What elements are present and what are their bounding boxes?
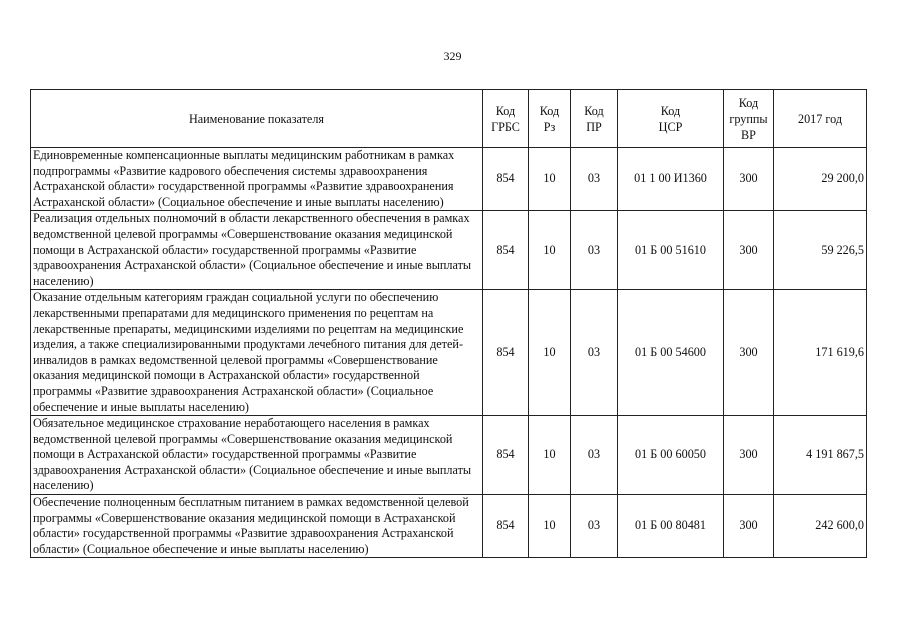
row-pr: 03	[571, 211, 618, 290]
budget-table	[30, 89, 867, 558]
row-vr: 300	[724, 148, 774, 211]
row-csr: 01 Б 00 51610	[618, 211, 724, 290]
row-amount: 29 200,0	[774, 148, 867, 211]
table-row	[31, 495, 867, 558]
table-row	[31, 211, 867, 290]
table-header-row	[31, 90, 867, 148]
row-amount: 4 191 867,5	[774, 416, 867, 495]
table-row	[31, 290, 867, 416]
row-grbs: 854	[483, 148, 529, 211]
row-name: Оказание отдельным категориям граждан социальной услуги по обеспечению лекарственными препаратами для медицинского применения по рецептам на лекарственные препараты, медицинскими изделиями по рецептам на медицинские изделия, а также специализированными продуктами лечебного питания для детей-инвалидов в рамках ведомственной целевой программы «Совершенствование оказания медицинской помощи в Астраханской области» государственной программы «Развитие здравоохранения Астраханской области» (Социальное обеспечение и иные выплаты населению)	[31, 290, 483, 416]
table-row	[31, 148, 867, 211]
row-name: Реализация отдельных полномочий в области лекарственного обеспечения в рамках ведомственной целевой программы «Совершенствование оказания медицинской помощи в Астраханской области» государственной программы «Развитие здравоохранения Астраханской области» (Социальное обеспечение и иные выплаты населению)	[31, 211, 483, 290]
header-pr: Код ПР	[571, 90, 618, 148]
table-row	[31, 416, 867, 495]
row-rz: 10	[529, 211, 571, 290]
row-pr: 03	[571, 290, 618, 416]
row-pr: 03	[571, 148, 618, 211]
row-rz: 10	[529, 290, 571, 416]
header-name: Наименование показателя	[31, 90, 483, 148]
row-amount: 59 226,5	[774, 211, 867, 290]
row-vr: 300	[724, 211, 774, 290]
row-name: Единовременные компенсационные выплаты медицинским работникам в рамках подпрограммы «Развитие кадрового обеспечения системы здравоохранения Астраханской области» государственной программы «Развитие здравоохранения Астраханской области» (Социальное обеспечение и иные выплаты населению)	[31, 148, 483, 211]
header-grbs: Код ГРБС	[483, 90, 529, 148]
row-grbs: 854	[483, 290, 529, 416]
row-amount: 171 619,6	[774, 290, 867, 416]
row-amount: 242 600,0	[774, 495, 867, 558]
row-csr: 01 Б 00 54600	[618, 290, 724, 416]
row-grbs: 854	[483, 416, 529, 495]
row-csr: 01 Б 00 60050	[618, 416, 724, 495]
row-vr: 300	[724, 416, 774, 495]
row-grbs: 854	[483, 495, 529, 558]
row-csr: 01 1 00 И1360	[618, 148, 724, 211]
row-name: Обеспечение полноценным бесплатным питанием в рамках ведомственной целевой программы «Совершенствование оказания медицинской помощи в Астраханской области» государственной программы «Развитие здравоохранения Астраханской области» (Социальное обеспечение и иные выплаты населению)	[31, 495, 483, 558]
header-csr: Код ЦСР	[618, 90, 724, 148]
header-year: 2017 год	[774, 90, 867, 148]
row-rz: 10	[529, 495, 571, 558]
row-pr: 03	[571, 416, 618, 495]
row-rz: 10	[529, 148, 571, 211]
row-pr: 03	[571, 495, 618, 558]
page-number: 329	[443, 49, 462, 63]
row-csr: 01 Б 00 80481	[618, 495, 724, 558]
row-vr: 300	[724, 290, 774, 416]
row-vr: 300	[724, 495, 774, 558]
row-name: Обязательное медицинское страхование неработающего населения в рамках ведомственной целевой программы «Совершенствование оказания медицинской помощи в Астраханской области» государственной программы «Развитие здравоохранения Астраханской области» (Социальное обеспечение и иные выплаты населению)	[31, 416, 483, 495]
row-rz: 10	[529, 416, 571, 495]
header-rz: Код Рз	[529, 90, 571, 148]
header-vr: Код группы ВР	[724, 90, 774, 148]
row-grbs: 854	[483, 211, 529, 290]
